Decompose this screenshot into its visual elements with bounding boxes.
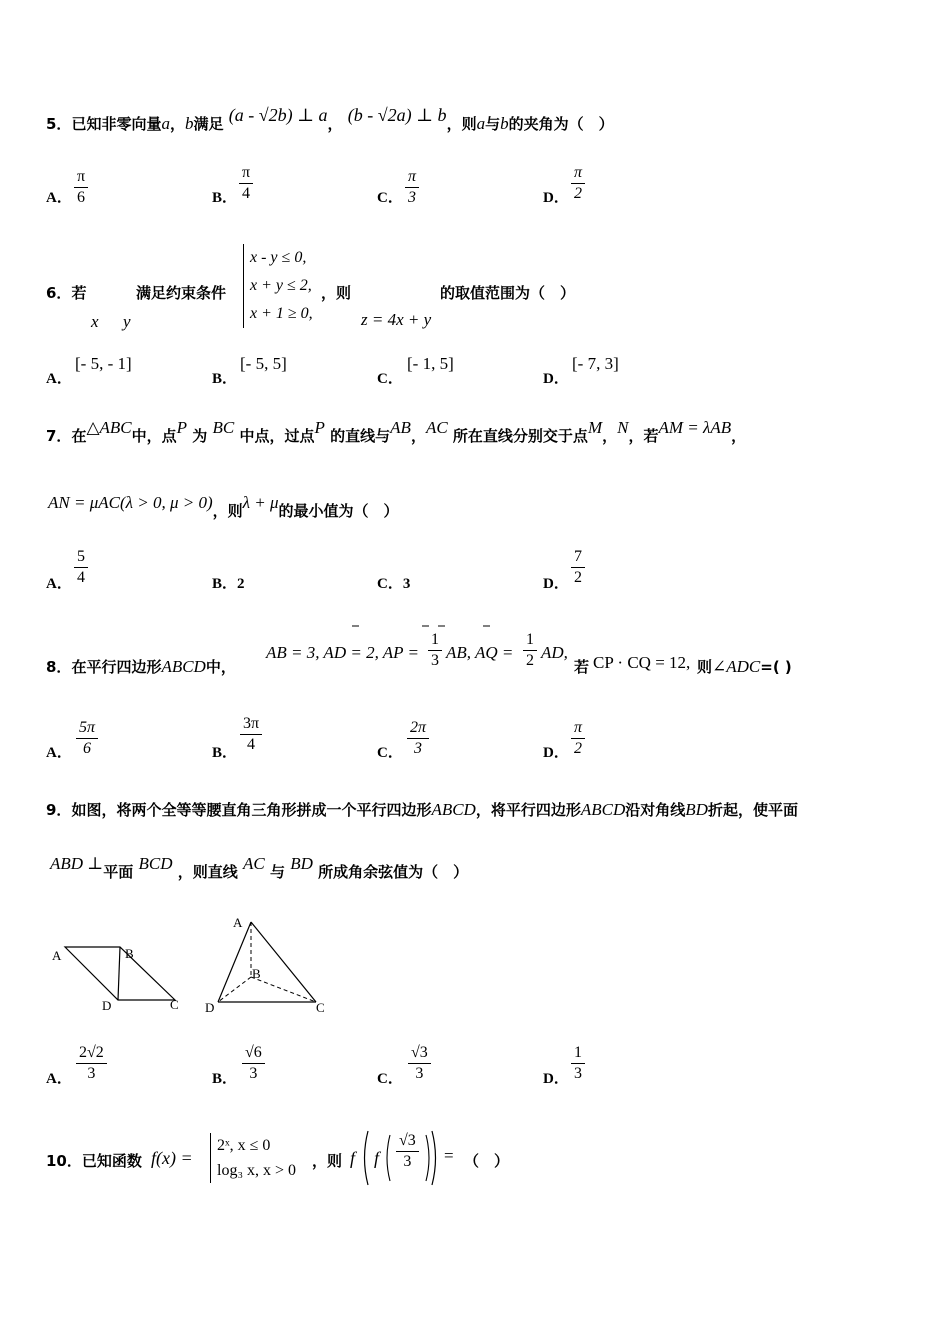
fig2-label-d: D	[205, 1000, 215, 1015]
question-7-line-2: AN = μAC(λ > 0, μ > 0)，则λ + μ的最小值为（ ）	[48, 493, 399, 520]
q7-option-b[interactable]: B．2	[212, 576, 245, 592]
q9-option-b-value: $\frac{√6}{3}$	[242, 1044, 265, 1082]
q7-option-c[interactable]: C．3	[377, 576, 411, 592]
q6-option-d-label[interactable]: D．	[543, 371, 569, 387]
q5-option-b-label[interactable]: B．	[212, 190, 238, 206]
q8-option-b-label[interactable]: B．	[212, 745, 238, 761]
q9-figure	[45, 910, 345, 1020]
q6-option-a-label[interactable]: A．	[46, 371, 72, 387]
q8-intro: 8．在平行四边形ABCD中，	[46, 657, 236, 676]
q8-option-d-value: $\frac{\pi}{2}$	[571, 719, 585, 757]
q6-option-c-label[interactable]: C．	[377, 371, 403, 387]
q8-if: 若	[574, 658, 590, 676]
q6-ask: 的取值范围为（ ）	[440, 284, 576, 302]
q5-option-d-value: $\frac{\pi}{2}$	[571, 164, 585, 202]
q6-constraint-text: 满足约束条件	[136, 284, 227, 302]
q8-ask: 则∠ADC=( )	[697, 657, 792, 676]
q8-eq-b: AB, AQ =	[446, 643, 514, 662]
q6-option-c-value: [- 1, 5]	[407, 354, 454, 373]
q7-option-a-value: $\frac{5}{4}$	[74, 548, 88, 586]
q8-option-c-label[interactable]: C．	[377, 745, 403, 761]
q5-option-a-label[interactable]: A．	[46, 190, 72, 206]
q10-then: ，则	[312, 1152, 343, 1170]
q8-option-a-value: $\frac{5\pi}{6}$	[76, 719, 98, 757]
q10-f-outer: f	[350, 1148, 356, 1168]
q9-option-d-label[interactable]: D．	[543, 1071, 569, 1087]
q9-option-b-label[interactable]: B．	[212, 1071, 238, 1087]
q6-option-b-value: [- 5, 5]	[240, 354, 287, 373]
q10-equals: =	[444, 1146, 454, 1165]
q10-number: 10．	[46, 1152, 82, 1170]
q6-option-d-value: [- 7, 3]	[572, 354, 619, 373]
q8-option-b-value: $\frac{3\pi}{4}$	[240, 715, 262, 753]
q6-constraint-system: x - y ≤ 0, x + y ≤ 2, x + 1 ≥ 0,	[243, 244, 313, 328]
q9-number: 9．	[46, 801, 72, 819]
q10-fx: f(x) =	[151, 1148, 193, 1168]
q6-option-b-label[interactable]: B．	[212, 371, 238, 387]
q8-frac-2: $\frac{1}{2}$	[523, 631, 537, 669]
q9-option-d-value: $\frac{1}{3}$	[571, 1044, 585, 1082]
q7-option-d-label[interactable]: D．	[543, 576, 569, 592]
fig1-label-b: B	[125, 946, 134, 961]
q8-option-d-label[interactable]: D．	[543, 745, 569, 761]
q5-number: 5．	[46, 115, 72, 133]
q9-option-a-value: $\frac{2√2}{3}$	[76, 1044, 107, 1082]
fig1-label-a: A	[52, 948, 62, 963]
q5-option-a-value: $\frac{\pi}{6}$	[74, 168, 88, 206]
fig2-label-a: A	[233, 915, 243, 930]
question-7-line-1: 7．在△ABC中，点P 为 BC 中点，过点P 的直线与AB，AC 所在直线分别交于点M，N，若AM = λAB，	[46, 418, 747, 445]
paren-right-outer	[432, 1131, 436, 1185]
q10-intro: 10．已知函数	[46, 1152, 142, 1170]
q5-condition-1: (a - √2b) ⊥ a	[228, 105, 328, 125]
paren-right-inner	[426, 1135, 429, 1181]
q7-number: 7．	[46, 427, 72, 445]
q9-option-c-label[interactable]: C．	[377, 1071, 403, 1087]
fig2-label-c: C	[316, 1000, 325, 1015]
question-9-line-1: 9．如图，将两个全等等腰直角三角形拼成一个平行四边形ABCD，将平行四边形ABCD沿对角线BD折起，使平面	[46, 800, 798, 819]
q6-number: 6．	[46, 284, 72, 302]
paren-left-inner	[387, 1135, 390, 1181]
q8-frac-1: $\frac{1}{3}$	[428, 631, 442, 669]
q6-line: 6．若	[46, 284, 87, 302]
q9-option-a-label[interactable]: A．	[46, 1071, 72, 1087]
q7-option-d-value: $\frac{7}{2}$	[571, 548, 585, 586]
q8-option-c-value: $\frac{2\pi}{3}$	[407, 719, 429, 757]
q9-option-c-value: $\frac{√3}{3}$	[408, 1044, 431, 1082]
q10-piecewise: 2ˣ, x ≤ 0 log₃ x, x > 0	[210, 1133, 296, 1183]
question-9-line-2: ABD ⊥平面 BCD ，则直线 AC 与 BD 所成角余弦值为（ ）	[50, 854, 469, 881]
q5-option-c-value: $\frac{\pi}{3}$	[405, 168, 419, 206]
fig2-label-b: B	[252, 966, 261, 981]
q6-objective: z = 4x + y	[361, 310, 432, 329]
q5-condition-2: (b - √2a) ⊥ b	[347, 105, 447, 125]
q7-option-a-label[interactable]: A．	[46, 576, 72, 592]
q5-option-c-label[interactable]: C．	[377, 190, 403, 206]
q10-sqrt3-over-3: $\frac{√3}{3}$	[396, 1132, 419, 1170]
q8-number: 8．	[46, 658, 72, 676]
q5-option-d-label[interactable]: D．	[543, 190, 569, 206]
q8-vector-bars	[350, 622, 500, 632]
q6-then: ，则	[321, 284, 352, 302]
q10-f-inner: f	[374, 1148, 380, 1168]
q10-blank: （ ）	[464, 1152, 510, 1170]
q5-option-b-value: $\frac{\pi}{4}$	[239, 164, 253, 202]
q8-option-a-label[interactable]: A．	[46, 745, 72, 761]
q6-var-y: y	[123, 312, 131, 331]
paren-left-outer	[365, 1131, 369, 1185]
diagonal-bd	[118, 947, 120, 1000]
q6-var-x: x	[91, 312, 99, 331]
q8-eq-a: AB = 3, AD = 2, AP =	[266, 643, 419, 662]
q8-eq-d: CP · CQ = 12,	[593, 653, 691, 672]
question-5: 5．已知非零向量a，b满足 (a - √2b) ⊥ a， (b - √2a) ⊥ b，则a与b的夹角为（ ）	[46, 105, 614, 133]
fig1-label-d: D	[102, 998, 112, 1013]
q8-eq-c: AD,	[541, 643, 568, 662]
fig1-label-c: C	[170, 997, 179, 1012]
q6-option-a-value: [- 5, - 1]	[75, 354, 132, 373]
